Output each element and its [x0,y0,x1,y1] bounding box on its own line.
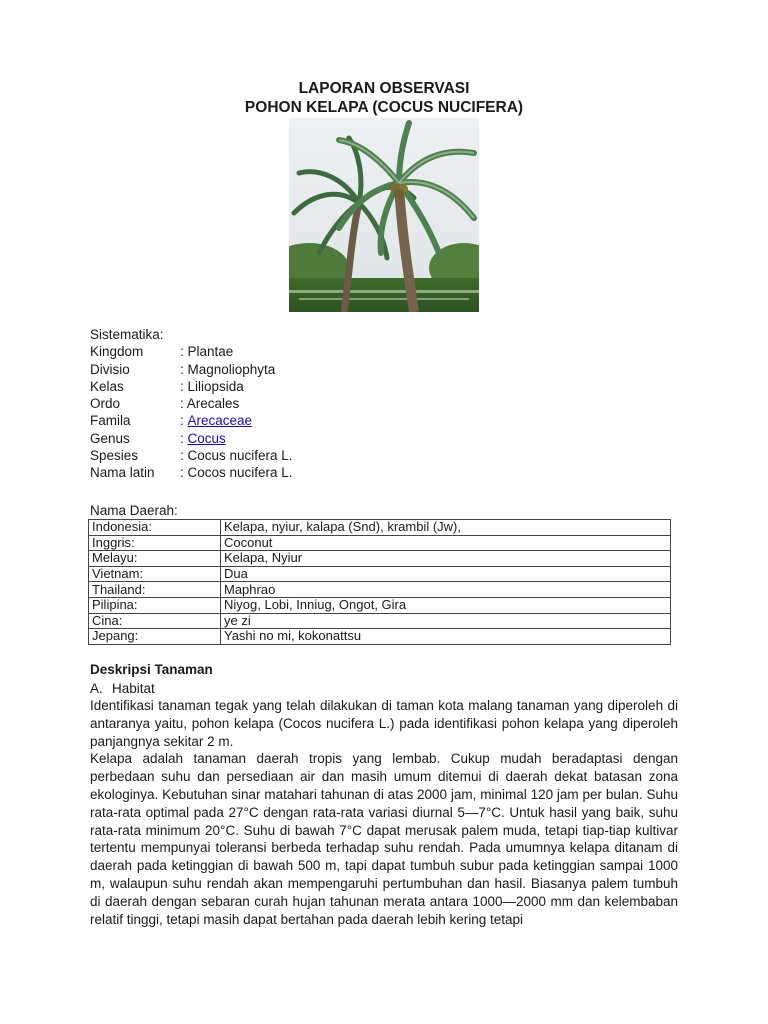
habitat-subheading [90,681,155,696]
taxonomy-key: Kelas [90,378,124,394]
name-cell: ye zi [221,613,671,629]
region-cell: Jepang: [89,629,221,645]
taxonomy-value: : Cocus nucifera L. [180,448,293,464]
taxonomy-key: Kingdom [90,344,144,360]
paragraph: Identifikasi tanaman tegak yang telah dilakukan di taman kota malang tanaman yang diperoleh di antaranya yaitu, pohon kelapa (Cocos nucifera L.) pada identifikasi pohon kelapa yang diperoleh panjangnya sekitar 2 m. [90,698,678,749]
table-row [89,520,671,536]
table-row [89,535,671,551]
systematics-block [90,326,293,482]
taxonomy-key: Ordo [90,396,121,412]
name-cell: Kelapa, Nyiur [221,551,671,567]
table-row [89,551,671,567]
taxonomy-row-kelas [90,378,293,395]
section-letter: A. [90,681,103,696]
region-cell: Pilipina: [89,597,221,613]
taxonomy-row-nama-latin [90,464,293,481]
taxonomy-key: Divisio [90,361,130,377]
region-cell: Vietnam: [89,566,221,582]
taxonomy-prefix: : [180,430,188,446]
report-title: LAPORAN OBSERVASI [298,80,470,97]
cocus-link[interactable]: Cocus [187,430,226,446]
taxonomy-row-famila [90,412,293,429]
regional-names-table [88,519,671,645]
name-cell: Niyog, Lobi, Inniug, Ongot, Gira [221,597,671,613]
name-cell: Coconut [221,535,671,551]
region-cell: Inggris: [89,535,221,551]
regional-names-heading: Nama Daerah: [90,503,178,518]
table-row [89,613,671,629]
table-row [89,566,671,582]
arecaceae-link[interactable]: Arecaceae [187,413,253,429]
paragraph: Kelapa adalah tanaman daerah tropis yang lembab. Cukup mudah beradaptasi dengan perbedaan suhu dan persediaan air dan masih umum ditemui di daerah dekat batasan zona ekologinya. Kebutuhan sinar matahari tahunan di atas 2000 jam, minimal 120 jam per bulan. Suhu rata-rata optimal pada 27°C dengan rata-rata variasi diurnal 5—7°C. Untuk hasil yang baik, suhu rata-rata minimum 20°C. Suhu di bawah 7°C dapat merusak palem muda, tetapi tiap-tiap kultivar tertentu mempunyai toleransi berbeda terhadap suhu rendah. Pada umumnya kelapa ditanam di daerah pada ketinggian di bawah 500 m, tapi dapat tumbuh subur pada ketinggian sampai 1000 m, walaupun suhu rendah akan mempengaruhi pertumbuhan dan hasil. Biasanya palem tumbuh di daerah dengan sebaran curah hujan tahunan merata antara 1000—2000 mm dan kelembaban relatif tinggi, tetapi masih dapat bertahan pada daerah lebih kering tetapi [90,751,678,927]
region-cell: Thailand: [89,582,221,598]
taxonomy-key: Genus [90,430,130,446]
taxonomy-row-genus [90,430,293,447]
systematics-heading: Sistematika: [90,327,164,342]
region-cell: Indonesia: [89,520,221,536]
taxonomy-value: : Cocos nucifera L. [180,465,293,481]
table-row [89,597,671,613]
name-cell: Dua [221,566,671,582]
region-cell: Cina: [89,613,221,629]
taxonomy-value: : Liliopsida [180,378,244,394]
taxonomy-key: Nama latin [90,465,155,481]
coconut-tree-photo [289,118,479,312]
taxonomy-key: Spesies [90,448,139,464]
name-cell: Yashi no mi, kokonattsu [221,629,671,645]
region-cell: Melayu: [89,551,221,567]
taxonomy-row-kingdom [90,343,293,360]
table-row [89,629,671,645]
section-title: Habitat [112,681,155,696]
name-cell: Maphrao [221,582,671,598]
taxonomy-value: : Plantae [180,344,234,360]
report-subtitle: POHON KELAPA (COCUS NUCIFERA) [244,99,524,116]
taxonomy-prefix: : [180,413,188,429]
habitat-body [90,697,678,928]
taxonomy-row-ordo [90,395,293,412]
taxonomy-row-divisio [90,361,293,378]
taxonomy-value: : Arecales [180,396,240,412]
taxonomy-key: Famila [90,413,131,429]
taxonomy-row-spesies [90,447,293,464]
description-heading: Deskripsi Tanaman [90,662,213,677]
name-cell: Kelapa, nyiur, kalapa (Snd), krambil (Jw), [221,520,671,536]
taxonomy-value: : Magnoliophyta [180,361,276,377]
table-row [89,582,671,598]
